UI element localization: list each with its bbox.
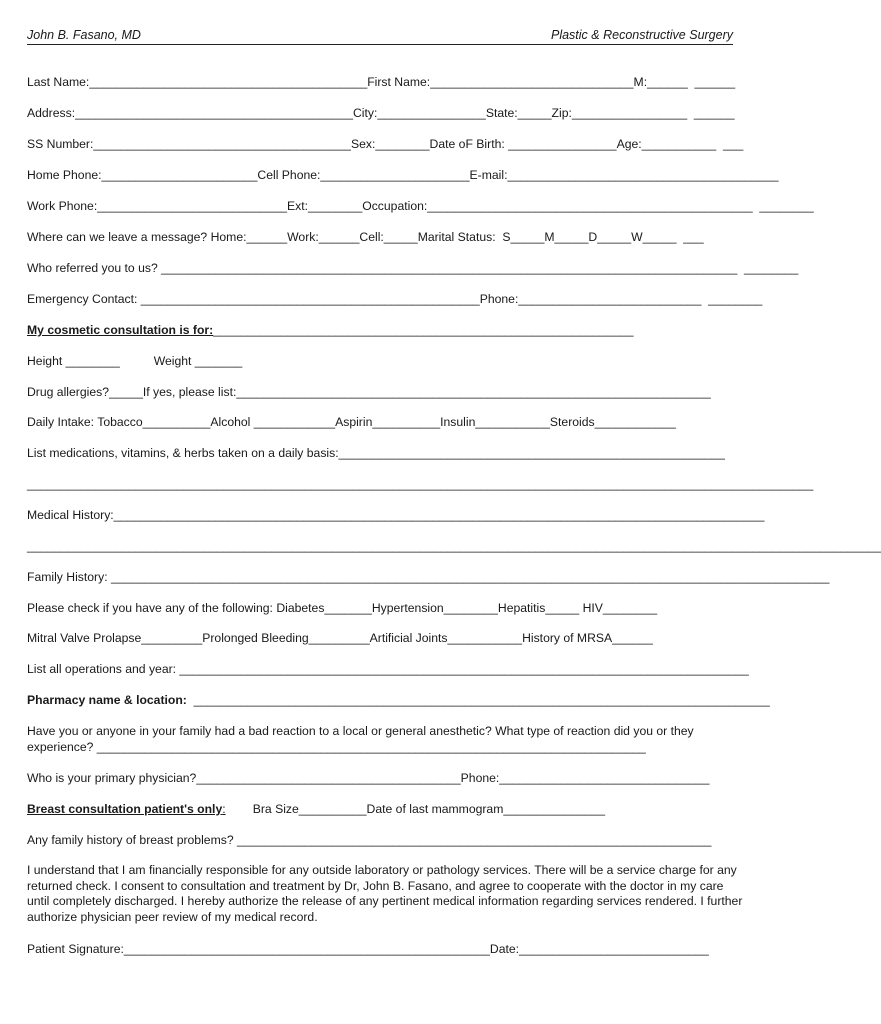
cosmetic-consultation-row[interactable] [27,322,743,338]
conditions-check-row-2[interactable]: Mitral Valve Prolapse_________Prolonged Bleeding_________Artificial Joints___________History of MRSA______ [27,631,653,645]
emergency-contact-field-row[interactable]: Emergency Contact: __________________________________________________Phone:___________________________ ________ [27,292,763,306]
pharmacy-row[interactable] [27,692,770,708]
pharmacy-line[interactable]: _____________________________________________________________________________________ [186,693,770,707]
cosmetic-consultation-label: My cosmetic consultation is for: [27,323,214,337]
pharmacy-label: Pharmacy name & location: [27,693,187,707]
specialty: Plastic & Reconstructive Surgery [550,28,733,42]
address-field-row[interactable]: Address:_________________________________________City:________________State:_____Zip:_________________ ______ [27,106,735,120]
breast-history-row[interactable]: Any family history of breast problems? ______________________________________________________________________ [27,833,712,847]
home-phone-field-row[interactable]: Home Phone:_______________________Cell Phone:______________________E-mail:________________________________________ [27,168,779,182]
breast-consultation-colon: : [222,802,226,816]
medications-continuation-line[interactable]: ____________________________________________________________________________________________________________________ [27,477,814,491]
anesthetic-reaction-question[interactable]: Have you or anyone in your family had a bad reaction to a local or general anesthetic? What type of reaction did you or they experience? _________________________________________________________________________________ [27,724,694,754]
medical-history-row[interactable]: Medical History:________________________________________________________________________________________________ [27,508,765,522]
signature-row[interactable]: Patient Signature:______________________________________________________Date:____________________________ [27,942,709,956]
medical-history-continuation-line[interactable]: ______________________________________________________________________________________________________________________________ [27,539,881,553]
drug-allergies-row[interactable]: Drug allergies?_____If yes, please list:______________________________________________________________________ [27,385,711,399]
conditions-check-row[interactable]: Please check if you have any of the following: Diabetes_______Hypertension________Hepatitis_____ HIV________ [27,601,658,615]
height-weight-row[interactable]: Height ________ Weight _______ [27,354,243,368]
breast-consultation-row[interactable] [27,801,743,817]
medications-row[interactable]: List medications, vitamins, & herbs taken on a daily basis:_________________________________________________________ [27,446,725,460]
breast-consultation-label: Breast consultation patient's only [27,802,223,816]
cosmetic-consultation-line[interactable]: ______________________________________________________________ [213,323,634,337]
doctor-name: John B. Fasano, MD [27,28,141,42]
message-field-row[interactable]: Where can we leave a message? Home:______Work:______Cell:_____Marital Status: S_____M_____D_____W_____ ___ [27,230,704,244]
family-history-row[interactable]: Family History: __________________________________________________________________________________________________________ [27,570,830,584]
referral-field-row[interactable]: Who referred you to us? _____________________________________________________________________________________ ________ [27,261,799,275]
name-field-row[interactable]: Last Name:_________________________________________First Name:______________________________M:______ ______ [27,75,736,89]
daily-intake-row[interactable]: Daily Intake: Tobacco__________Alcohol ____________Aspirin__________Insulin___________Steroids____________ [27,415,676,429]
ssn-field-row[interactable]: SS Number:______________________________________Sex:________Date oF Birth: ________________Age:___________ ___ [27,137,744,151]
work-phone-field-row[interactable]: Work Phone:____________________________Ext:________Occupation:________________________________________________ ________ [27,199,814,213]
letterhead [27,28,733,45]
consent-paragraph: I understand that I am financially responsible for any outside laboratory or pathology services. There will be a service charge for any returned check. I consent to consultation and treatment by Dr, John B. Fasano, and agree to cooperate with the doctor in my care until completely discharged. I hereby authorize the release of any pertinent medical information regarding services rendered. I further authorize physician peer review of my medical record. [27,863,743,924]
bra-size-mammogram-fields[interactable]: Bra Size__________Date of last mammogram_______________ [225,802,606,816]
primary-physician-row[interactable]: Who is your primary physician?_______________________________________Phone:_______________________________ [27,771,710,785]
operations-row[interactable]: List all operations and year: ____________________________________________________________________________________ [27,662,749,676]
